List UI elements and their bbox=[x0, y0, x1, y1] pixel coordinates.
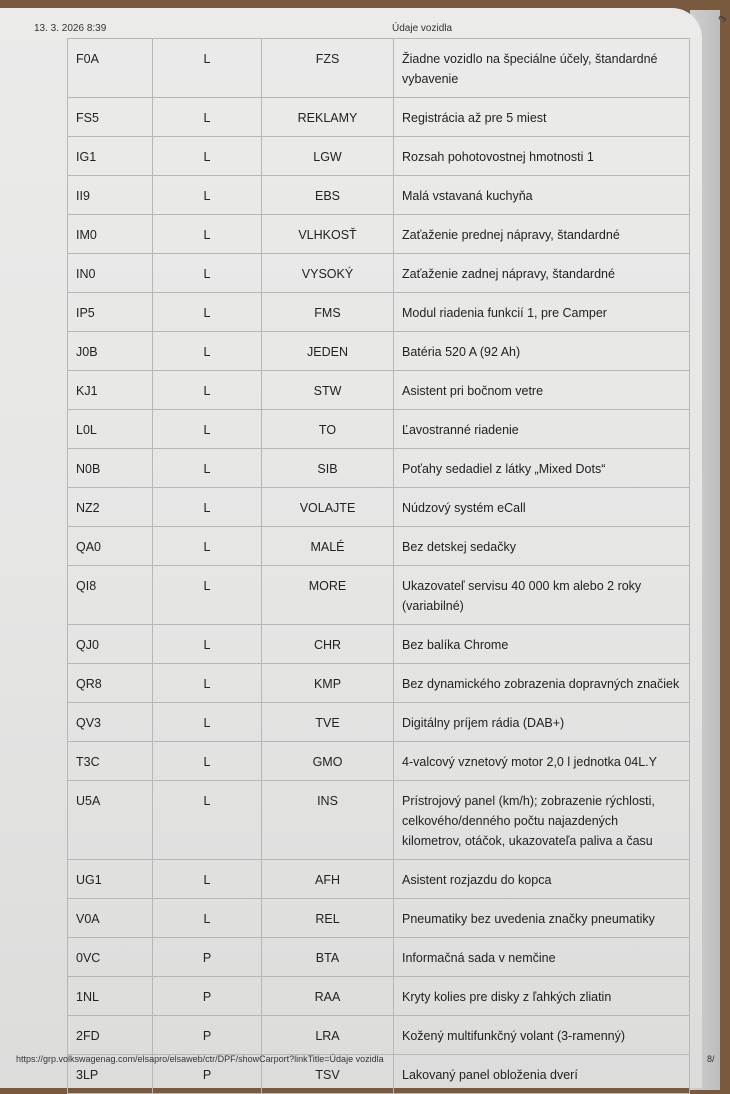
option-code: U5A bbox=[68, 781, 153, 860]
table-row bbox=[68, 664, 690, 703]
option-family: TO bbox=[262, 410, 394, 449]
option-family: MALÉ bbox=[262, 527, 394, 566]
option-description: Rozsah pohotovostnej hmotnosti 1 bbox=[394, 137, 690, 176]
option-description: Malá vstavaná kuchyňa bbox=[394, 176, 690, 215]
table-row bbox=[68, 98, 690, 137]
option-side: L bbox=[153, 488, 262, 527]
option-description: Zaťaženie prednej nápravy, štandardné bbox=[394, 215, 690, 254]
option-code: F0A bbox=[68, 39, 153, 98]
option-family: GMO bbox=[262, 742, 394, 781]
option-side: L bbox=[153, 39, 262, 98]
option-side: L bbox=[153, 703, 262, 742]
option-code: QR8 bbox=[68, 664, 153, 703]
option-description: Informačná sada v nemčine bbox=[394, 938, 690, 977]
table-row bbox=[68, 625, 690, 664]
table-row bbox=[68, 371, 690, 410]
option-family: TVE bbox=[262, 703, 394, 742]
option-family: AFH bbox=[262, 860, 394, 899]
option-family: JEDEN bbox=[262, 332, 394, 371]
option-side: L bbox=[153, 137, 262, 176]
option-code: 3LP bbox=[68, 1055, 153, 1094]
table-row bbox=[68, 1016, 690, 1055]
option-code: 1NL bbox=[68, 977, 153, 1016]
option-code: L0L bbox=[68, 410, 153, 449]
option-description: Asistent rozjazdu do kopca bbox=[394, 860, 690, 899]
table-row bbox=[68, 703, 690, 742]
table-row bbox=[68, 449, 690, 488]
option-family: STW bbox=[262, 371, 394, 410]
table-row bbox=[68, 938, 690, 977]
option-side: L bbox=[153, 332, 262, 371]
option-description: Registrácia až pre 5 miest bbox=[394, 98, 690, 137]
option-family: INS bbox=[262, 781, 394, 860]
option-code: QI8 bbox=[68, 566, 153, 625]
option-code: NZ2 bbox=[68, 488, 153, 527]
option-side: P bbox=[153, 977, 262, 1016]
print-date: 13. 3. 2026 8:39 bbox=[34, 23, 107, 34]
equipment-options-table bbox=[67, 38, 690, 1094]
option-description: Bez dynamického zobrazenia dopravných značiek bbox=[394, 664, 690, 703]
option-description: Bez detskej sedačky bbox=[394, 527, 690, 566]
option-side: L bbox=[153, 176, 262, 215]
table-row bbox=[68, 566, 690, 625]
option-code: 2FD bbox=[68, 1016, 153, 1055]
option-family: CHR bbox=[262, 625, 394, 664]
option-side: L bbox=[153, 410, 262, 449]
table-row bbox=[68, 293, 690, 332]
table-row bbox=[68, 977, 690, 1016]
option-description: Poťahy sedadiel z látky „Mixed Dots“ bbox=[394, 449, 690, 488]
option-code: N0B bbox=[68, 449, 153, 488]
table-row bbox=[68, 332, 690, 371]
option-code: UG1 bbox=[68, 860, 153, 899]
option-code: IP5 bbox=[68, 293, 153, 332]
option-description: Žiadne vozidlo na špeciálne účely, štandardné vybavenie bbox=[394, 39, 690, 98]
option-family: VYSOKÝ bbox=[262, 254, 394, 293]
option-side: L bbox=[153, 566, 262, 625]
option-description: Pneumatiky bez uvedenia značky pneumatiky bbox=[394, 899, 690, 938]
option-code: J0B bbox=[68, 332, 153, 371]
option-side: L bbox=[153, 215, 262, 254]
table-row bbox=[68, 254, 690, 293]
option-family: VLHKOSŤ bbox=[262, 215, 394, 254]
option-side: L bbox=[153, 293, 262, 332]
option-family: REL bbox=[262, 899, 394, 938]
option-code: IM0 bbox=[68, 215, 153, 254]
option-side: L bbox=[153, 449, 262, 488]
option-description: 4-valcový vznetový motor 2,0 l jednotka 04L.Y bbox=[394, 742, 690, 781]
option-description: Kryty kolies pre disky z ľahkých zliatin bbox=[394, 977, 690, 1016]
option-family: MORE bbox=[262, 566, 394, 625]
option-side: P bbox=[153, 1016, 262, 1055]
page-title: Údaje vozidla bbox=[392, 23, 453, 34]
table-row bbox=[68, 860, 690, 899]
footer-url: https://grp.volkswagenag.com/elsapro/elsaweb/ctr/DPF/showCarport?linkTitle=Údaje vozidla bbox=[16, 1054, 384, 1064]
option-side: L bbox=[153, 98, 262, 137]
option-family: SIB bbox=[262, 449, 394, 488]
option-code: KJ1 bbox=[68, 371, 153, 410]
option-side: L bbox=[153, 899, 262, 938]
option-code: 0VC bbox=[68, 938, 153, 977]
option-family: FMS bbox=[262, 293, 394, 332]
option-side: L bbox=[153, 781, 262, 860]
option-side: L bbox=[153, 664, 262, 703]
option-family: LRA bbox=[262, 1016, 394, 1055]
option-code: QJ0 bbox=[68, 625, 153, 664]
option-side: P bbox=[153, 1055, 262, 1094]
page-number: 8/ bbox=[707, 1054, 715, 1064]
option-code: T3C bbox=[68, 742, 153, 781]
option-description: Lakovaný panel obloženia dverí bbox=[394, 1055, 690, 1094]
option-side: L bbox=[153, 860, 262, 899]
option-family: REKLAMY bbox=[262, 98, 394, 137]
option-description: Asistent pri bočnom vetre bbox=[394, 371, 690, 410]
option-code: V0A bbox=[68, 899, 153, 938]
option-family: LGW bbox=[262, 137, 394, 176]
option-family: RAA bbox=[262, 977, 394, 1016]
option-description: Bez balíka Chrome bbox=[394, 625, 690, 664]
option-description: Prístrojový panel (km/h); zobrazenie rýchlosti, celkového/denného počtu najazdených kilometrov, otáčok, ukazovateľa paliva a času bbox=[394, 781, 690, 860]
option-side: L bbox=[153, 625, 262, 664]
option-family: VOLAJTE bbox=[262, 488, 394, 527]
table-row bbox=[68, 781, 690, 860]
option-description: Zaťaženie zadnej nápravy, štandardné bbox=[394, 254, 690, 293]
option-side: L bbox=[153, 371, 262, 410]
option-code: FS5 bbox=[68, 98, 153, 137]
option-description: Ukazovateľ servisu 40 000 km alebo 2 roky (variabilné) bbox=[394, 566, 690, 625]
option-family: KMP bbox=[262, 664, 394, 703]
option-side: L bbox=[153, 527, 262, 566]
option-family: FZS bbox=[262, 39, 394, 98]
table-row bbox=[68, 137, 690, 176]
table-row bbox=[68, 899, 690, 938]
option-code: II9 bbox=[68, 176, 153, 215]
option-family: BTA bbox=[262, 938, 394, 977]
table-row bbox=[68, 527, 690, 566]
option-family: EBS bbox=[262, 176, 394, 215]
table-row bbox=[68, 742, 690, 781]
option-description: Digitálny príjem rádia (DAB+) bbox=[394, 703, 690, 742]
table-row bbox=[68, 488, 690, 527]
table-row bbox=[68, 215, 690, 254]
table-row bbox=[68, 410, 690, 449]
table-row bbox=[68, 176, 690, 215]
option-description: Núdzový systém eCall bbox=[394, 488, 690, 527]
option-side: L bbox=[153, 254, 262, 293]
option-code: QA0 bbox=[68, 527, 153, 566]
option-family: TSV bbox=[262, 1055, 394, 1094]
side-page-mark: 3 bbox=[717, 14, 730, 25]
option-side: P bbox=[153, 938, 262, 977]
option-code: IN0 bbox=[68, 254, 153, 293]
option-description: Modul riadenia funkcií 1, pre Camper bbox=[394, 293, 690, 332]
table-row bbox=[68, 39, 690, 98]
option-side: L bbox=[153, 742, 262, 781]
option-description: Batéria 520 A (92 Ah) bbox=[394, 332, 690, 371]
option-description: Kožený multifunkčný volant (3-ramenný) bbox=[394, 1016, 690, 1055]
option-code: QV3 bbox=[68, 703, 153, 742]
option-code: IG1 bbox=[68, 137, 153, 176]
option-description: Ľavostranné riadenie bbox=[394, 410, 690, 449]
